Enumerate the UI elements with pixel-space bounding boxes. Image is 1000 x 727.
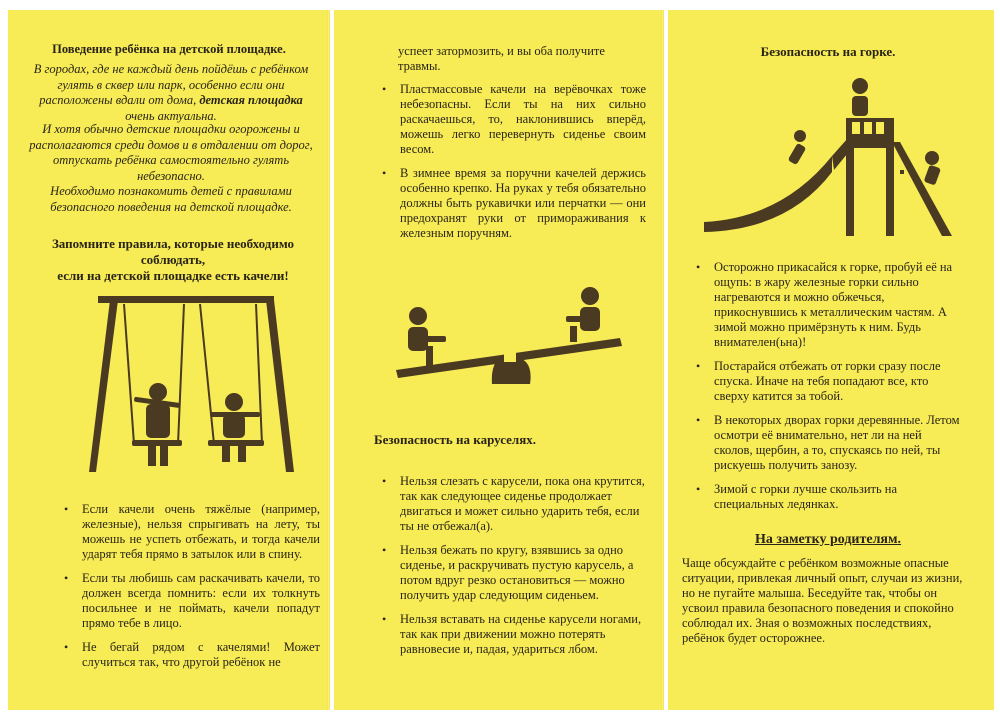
panel1-intro3: Необходимо познакомить детей с правилами безопасного поведения на детской площадке. — [50, 184, 292, 214]
list-item: • Осторожно прикасайся к горке, пробуй её на ощупь: в жару железные горки сильно нагреваются и можно обжечься, прикоснувшись к металлическим частям. А зимой можно примёрзнуть к ним. Будь внимателен(ьна)! — [696, 260, 953, 349]
panel1-title: Поведение ребёнка на детской площадке. — [52, 42, 286, 56]
carousel-title: Безопасность на каруселях. — [374, 432, 537, 447]
panel2-continuation: успеет затормозить, и вы оба получите травмы. — [398, 44, 605, 73]
list-item: • Пластмассовые качели на верёвочках тоже небезопасны. Если ты на них сильно раскачаешься, то, наклонившись вперёд, можешь легко перевернуть сиденье своим весом. — [382, 82, 646, 156]
panel-right — [668, 10, 994, 710]
parents-text: Чаще обсуждайте с ребёнком возможные опасные ситуации, привлекая личный опыт, случаи из жизни, но не пугайте малыша. Беседуйте так, чтобы он усвоил правила безопасного поведения и спокойно соблюдал их. Зная о возможных последствиях, ребёнок будет осторожнее. — [682, 556, 963, 645]
panel1-bullet-list — [60, 502, 320, 679]
panel2-bullet-list-bottom — [378, 474, 646, 666]
list-item: • Постарайся отбежать от горки сразу после спуска. Иначе на тебя попадают все, кто сверху катится за тобой. — [696, 359, 941, 403]
list-item: • В зимнее время за поручни качелей держись особенно крепко. На руках у тебя обязательно должны быть рукавички или перчатки — они предохранят руки от примораживания к железным поручням. — [382, 166, 646, 240]
seesaw-illustration — [394, 282, 624, 392]
slide-illustration — [702, 72, 962, 240]
list-item: • Зимой с горки лучше скользить на специальных ледянках. — [696, 482, 898, 511]
list-item: • Нельзя слезать с карусели, пока она крутится, так как следующее сиденье продолжает двигаться и может сильно ударить тебя, если ты не отбежал(а). — [382, 474, 645, 533]
list-item: • Нельзя вставать на сиденье карусели ногами, так как при движении можно потерять равновесие и, падая, удариться лбом. — [382, 612, 642, 656]
panel1-rules-heading: Запомните правила, которые необходимо соблюдать, если на детской площадке есть качели! — [51, 236, 295, 283]
list-item: • Нельзя бежать по кругу, взявшись за одно сиденье, и раскручивать пустую карусель, а потом вдруг резко остановиться — можно получить удар следующим сиденьем. — [382, 543, 634, 602]
panel2-bullet-list-top — [378, 82, 646, 250]
list-item: • Если качели очень тяжёлые (например, железные), нельзя спрыгивать на лету, ты можешь не успеть отбежать, и тогда качели ударят тебя прямо в затылок или в спину. — [64, 502, 320, 561]
panel-left — [8, 10, 330, 710]
parents-title: На заметку родителям. — [754, 532, 902, 547]
panel3-bullet-list — [692, 260, 962, 521]
swings-illustration — [88, 290, 308, 480]
list-item: • Не бегай рядом с качелями! Может случиться так, что другой ребёнок не — [64, 640, 320, 669]
panel1-intro2: И хотя обычно детские площадки огорожены и располагаются среди домов и в отдалении от дорог, отпускать ребёнка самостоятельно гулять небезопасно. — [29, 122, 313, 183]
list-item: • Если ты любишь сам раскачивать качели, то должен всегда помнить: если их толкнуть посильнее и не поймать, качели попадут прямо тебе в лицо. — [64, 571, 320, 630]
panel-middle — [334, 10, 664, 710]
list-item: • В некоторых дворах горки деревянные. Летом осмотри её внимательно, нет ли на ней сколов, щербин, а то, спускаясь по ней, ты рискуешь получить занозу. — [696, 413, 960, 472]
slide-title: Безопасность на горке. — [760, 44, 896, 59]
panel1-intro: В городах, где не каждый день пойдёшь с ребёнком гулять в сквер или парк, особенно если они расположены вдали от дома, детская площадка очень актуальна. — [33, 62, 309, 123]
